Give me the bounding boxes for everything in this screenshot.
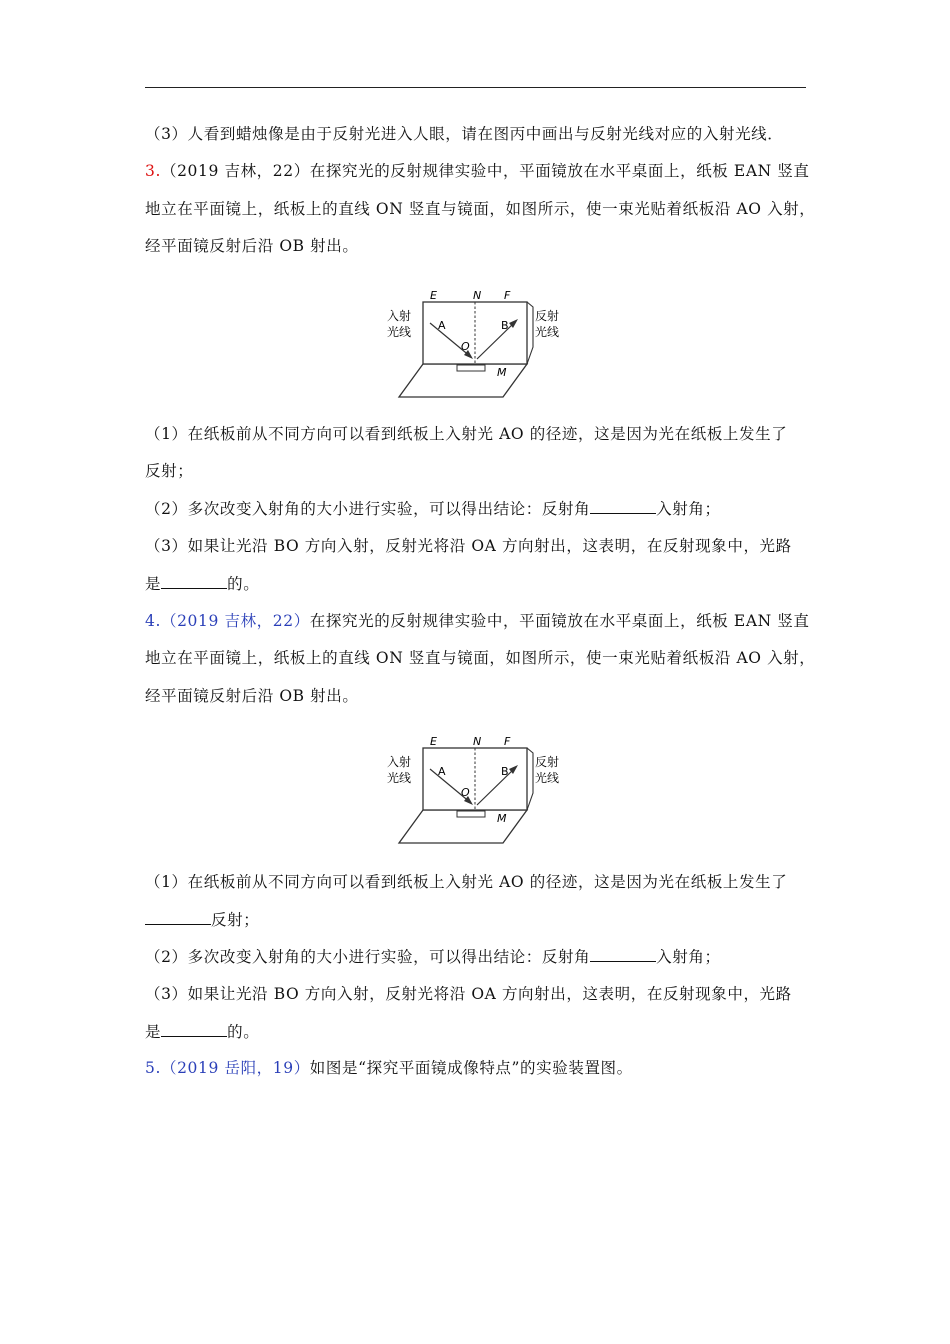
q3-part2-text-a: （2）多次改变入射角的大小进行实验，可以得出结论：反射角	[145, 500, 591, 518]
q3-figure	[385, 285, 575, 400]
label-o: O	[461, 786, 470, 799]
q5-stem	[145, 1058, 810, 1078]
q3-stem-line2: 地立在平面镜上，纸板上的直线 ON 竖直与镜面，如图所示，使一束光贴着纸板沿 AO 入射，	[145, 200, 816, 218]
q3-part3-text-b: 的。	[227, 575, 260, 593]
q4-stem-text: 在探究光的反射规律实验中，平面镜放在水平桌面上，纸板 EAN 竖直	[309, 612, 810, 630]
q4-part3-text-b: 的。	[227, 1023, 260, 1041]
q4-part2-blank[interactable]	[590, 946, 656, 962]
q3-part3-text-a: 是	[145, 575, 162, 593]
label-a: A	[438, 319, 446, 332]
incident-label-1: 入射	[387, 755, 412, 769]
label-o: O	[461, 340, 470, 353]
reflected-label-1: 反射	[535, 309, 560, 323]
incident-label-2: 光线	[387, 771, 412, 785]
q4-part3-line1: （3）如果让光沿 BO 方向入射，反射光将沿 OA 方向射出，这表明，在反射现象中，光路	[145, 985, 792, 1003]
q3-part1-line1: （1）在纸板前从不同方向可以看到纸板上入射光 AO 的径迹，这是因为光在纸板上发生了	[145, 425, 788, 443]
q4-number: 4.	[145, 612, 161, 630]
q3-part2	[145, 498, 810, 519]
label-f: F	[504, 289, 511, 302]
q3-part2-text-b: 入射角；	[656, 500, 721, 518]
label-m: M	[497, 812, 507, 825]
q3-stem-line1	[145, 161, 810, 181]
q4-part1-line2	[145, 909, 810, 930]
q3-number: 3.	[145, 162, 161, 180]
q3-part1-line2: 反射；	[145, 462, 194, 480]
q3-part2-blank[interactable]	[590, 498, 656, 514]
label-n: N	[473, 289, 482, 302]
q2-part3: （3）人看到蜡烛像是由于反射光进入人眼，请在图丙中画出与反射光线对应的入射光线．	[145, 125, 784, 143]
incident-label-1: 入射	[387, 309, 412, 323]
q4-stem-line3: 经平面镜反射后沿 OB 射出。	[145, 687, 359, 705]
label-m: M	[497, 366, 507, 379]
q4-stem-line2: 地立在平面镜上，纸板上的直线 ON 竖直与镜面，如图所示，使一束光贴着纸板沿 AO 入射，	[145, 649, 816, 667]
label-a: A	[438, 765, 446, 778]
reflected-label-2: 光线	[535, 325, 560, 339]
label-b: B	[501, 319, 509, 332]
q3-part3-blank[interactable]	[161, 573, 227, 589]
q3-part3-line2	[145, 573, 810, 594]
reflected-label-1: 反射	[535, 755, 560, 769]
header-rule	[145, 87, 806, 88]
q4-part3-line2	[145, 1021, 810, 1042]
q4-source: （2019 吉林，22）	[161, 612, 310, 630]
q4-part3-blank[interactable]	[161, 1021, 227, 1037]
label-e: E	[430, 289, 437, 302]
q4-part2-text-a: （2）多次改变入射角的大小进行实验，可以得出结论：反射角	[145, 948, 591, 966]
label-f: F	[504, 735, 511, 748]
label-b: B	[501, 765, 509, 778]
q5-number: 5.	[145, 1059, 161, 1077]
q3-part3-line1: （3）如果让光沿 BO 方向入射，反射光将沿 OA 方向射出，这表明，在反射现象中，光路	[145, 537, 792, 555]
q4-part1-line1: （1）在纸板前从不同方向可以看到纸板上入射光 AO 的径迹，这是因为光在纸板上发生了	[145, 873, 788, 891]
q3-source: （2019 吉林，22）	[161, 162, 310, 180]
q4-stem-line1	[145, 611, 810, 631]
q4-figure	[385, 731, 575, 846]
q4-part3-text-a: 是	[145, 1023, 162, 1041]
q3-stem-line3: 经平面镜反射后沿 OB 射出。	[145, 237, 359, 255]
q4-part1-text-b: 反射；	[211, 911, 260, 929]
q5-source: （2019 岳阳，19）	[161, 1059, 310, 1077]
q3-stem-text: 在探究光的反射规律实验中，平面镜放在水平桌面上，纸板 EAN 竖直	[309, 162, 810, 180]
q4-part2-text-b: 入射角；	[656, 948, 721, 966]
label-n: N	[473, 735, 482, 748]
q4-part1-blank[interactable]	[145, 909, 211, 925]
q4-part2	[145, 946, 810, 967]
reflected-label-2: 光线	[535, 771, 560, 785]
label-e: E	[430, 735, 437, 748]
q5-stem-text: 如图是“探究平面镜成像特点”的实验装置图。	[309, 1059, 633, 1077]
incident-label-2: 光线	[387, 325, 412, 339]
